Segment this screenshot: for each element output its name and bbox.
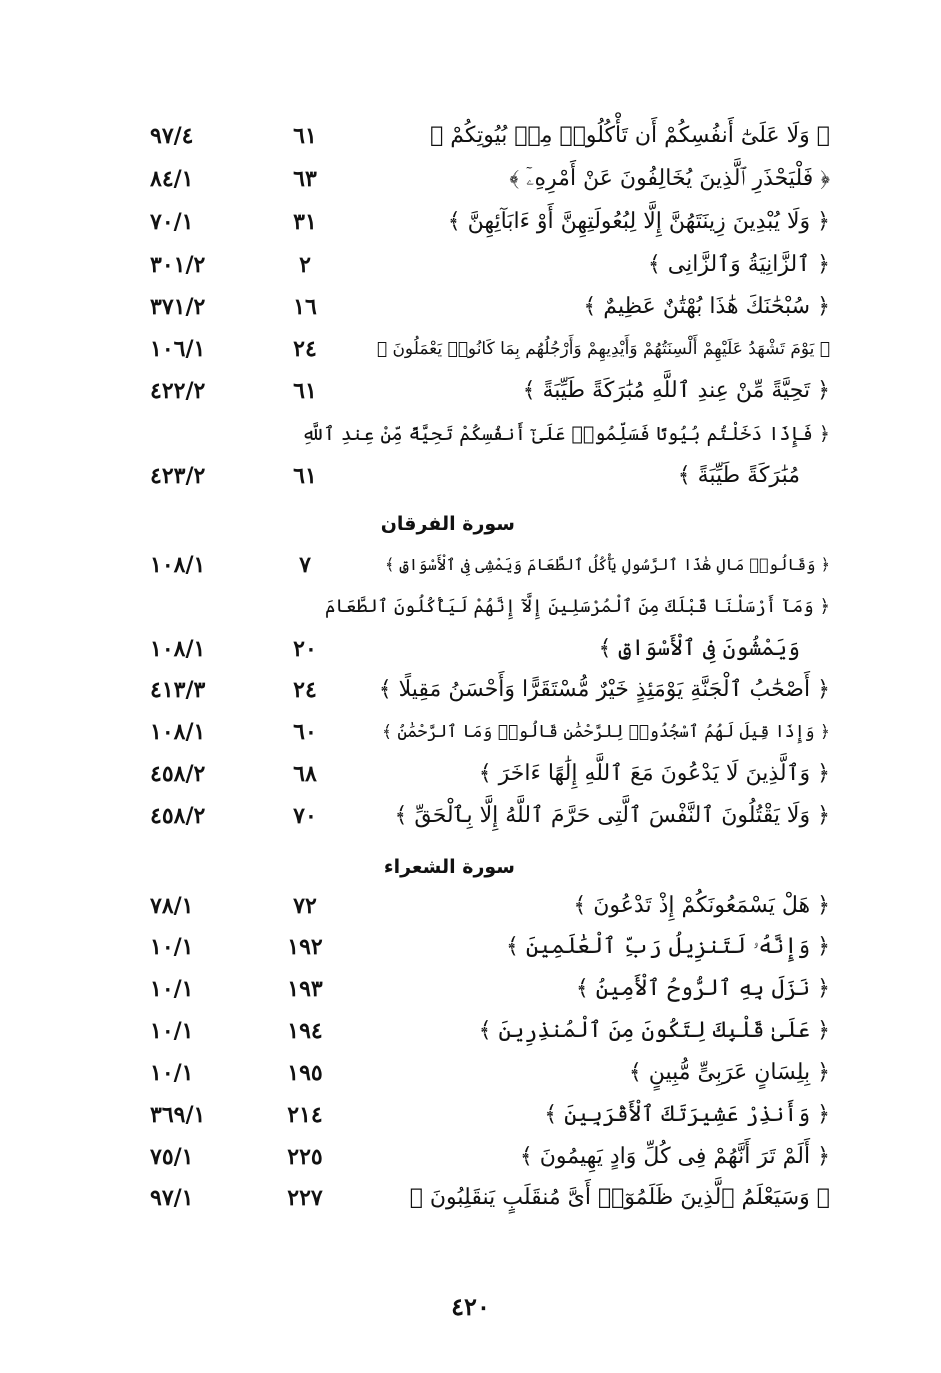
verse-line-2: مُبَٰرَكَةً طَيِّبَةً ﴾ — [677, 463, 800, 488]
ayah-number: ١٩٣ — [287, 976, 323, 1002]
index-entry — [150, 245, 830, 285]
verse-text: ﴿ وَإِنَّهُۥ لَتَنزِيلُ رَبِّ ٱلْعَٰلَمِينَ ﴾ — [505, 934, 830, 959]
page-reference: ٩٧/١ — [150, 1185, 194, 1211]
verse-text: ﴿ نَزَلَ بِهِ ٱلرُّوحُ ٱلْأَمِينُ ﴾ — [575, 976, 830, 1001]
index-entry — [150, 927, 830, 967]
ayah-number: ٦١ — [293, 463, 317, 489]
page-reference: ١٠/١ — [150, 934, 194, 960]
ayah-number: ٣١ — [293, 209, 317, 235]
page-reference: ١٠/١ — [150, 1018, 194, 1044]
ayah-number: ٧٢ — [293, 893, 317, 919]
page-number: ٤٢٠ — [451, 1292, 490, 1321]
index-entry — [150, 629, 830, 669]
page-reference: ٤٥٨/٢ — [150, 803, 206, 829]
verse-line-1: ﴿ وَمَآ أَرْسَلْنَا قَبْلَكَ مِنَ ٱلْمُرْسَلِينَ إِلَّآ إِنَّهُمْ لَيَأْكُلُونَ ٱلطَّعَامَ — [324, 596, 830, 617]
verse-text: ﴿ سُبْحَٰنَكَ هَٰذَا بُهْتَٰنٌ عَظِيمٌ ﴾ — [583, 294, 830, 319]
index-entry — [150, 1095, 830, 1135]
ayah-number: ١٩٥ — [287, 1060, 323, 1086]
ayah-number: ٦١ — [293, 123, 317, 149]
page-reference: ١٠/١ — [150, 976, 194, 1002]
page-reference: ١٠٨/١ — [150, 719, 206, 745]
index-entry — [150, 670, 830, 710]
verse-text: ﴿ هَلْ يَسْمَعُونَكُمْ إِذْ تَدْعُونَ ﴾ — [573, 893, 830, 918]
index-entry — [150, 545, 830, 585]
ayah-number: ٦٨ — [293, 761, 317, 787]
index-entry — [150, 371, 830, 411]
verse-line-1: ﴿ فَإِذَا دَخَلْتُم بُيُوتًا فَسَلِّمُوا۟ عَلَىٰٓ أَنفُسِكُمْ تَحِيَّةً مِّنْ عِندِ ٱللَّهِ — [301, 423, 830, 445]
verse-text: ﴿ ٱلزَّانِيَةُ وَٱلزَّانِى ﴾ — [647, 252, 830, 277]
index-entry — [150, 969, 830, 1009]
verse-line-2: وَيَمْشُونَ فِى ٱلْأَسْوَاقِ ﴾ — [598, 636, 800, 661]
index-entry — [150, 456, 830, 496]
page-reference: ٤٥٨/٢ — [150, 761, 206, 787]
index-entry — [150, 287, 830, 327]
page-reference: ٧٠/١ — [150, 209, 194, 235]
page-reference: ١٠٨/١ — [150, 552, 206, 578]
index-entry — [150, 754, 830, 794]
ayah-number: ١٩٢ — [287, 934, 323, 960]
page-reference: ١٠٦/١ — [150, 336, 206, 362]
ayah-number: ٢ — [299, 252, 311, 278]
page-reference: ٣٧١/٢ — [150, 294, 206, 320]
page-reference: ١٠/١ — [150, 1060, 194, 1086]
index-entry — [150, 712, 830, 752]
ayah-number: ٢٠ — [293, 636, 317, 662]
ayah-number: ٢٤ — [293, 336, 317, 362]
verse-text: ﴿ وَلَا عَلَىٰٓ أَنفُسِكُمْ أَن تَأْكُلُوا۟ مِنۢ بُيُوتِكُمْ ﴾ — [430, 123, 830, 148]
verse-text: ﴿ وَقَالُوا۟ مَالِ هَٰذَا ٱلرَّسُولِ يَأْكُلُ ٱلطَّعَامَ وَيَمْشِى فِى ٱلْأَسْوَاقِ ﴾ — [384, 555, 830, 574]
page-reference: ٧٨/١ — [150, 893, 194, 919]
verse-text: ﴿ وَإِذَا قِيلَ لَهُمُ ٱسْجُدُوا۟ لِلرَّحْمَٰنِ قَالُوا۟ وَمَا ٱلرَّحْمَٰنُ ﴾ — [381, 722, 830, 742]
ayah-number: ٦٠ — [293, 719, 317, 745]
ayah-number: ١٩٤ — [287, 1018, 323, 1044]
ayah-number: ٦٣ — [293, 166, 317, 192]
surah-heading-furqan: سورة الفرقان — [380, 513, 515, 535]
ayah-number: ٢٤ — [293, 677, 317, 703]
index-entry — [150, 1011, 830, 1051]
page-reference: ٩٧/٤ — [150, 123, 194, 149]
ayah-number: ٢٢٥ — [287, 1144, 323, 1170]
verse-text: ﴿ بِلِسَانٍ عَرَبِىٍّ مُّبِينٍ ﴾ — [628, 1060, 830, 1085]
verse-text: ﴿ تَحِيَّةً مِّنْ عِندِ ٱللَّهِ مُبَٰرَكَةً طَيِّبَةً ﴾ — [522, 378, 830, 403]
index-entry — [150, 886, 830, 926]
verse-text: ﴿ وَلَا يَقْتُلُونَ ٱلنَّفْسَ ٱلَّتِى حَرَّمَ ٱللَّهُ إِلَّا بِٱلْحَقِّ ﴾ — [394, 803, 830, 828]
verse-text: ﴿ وَلَا يُبْدِينَ زِينَتَهُنَّ إِلَّا لِبُعُولَتِهِنَّ أَوْ ءَابَآئِهِنَّ ﴾ — [447, 209, 830, 234]
page-reference: ٣٠١/٢ — [150, 252, 206, 278]
page-reference: ٤١٣/٣ — [150, 677, 206, 703]
page-reference: ٤٢٣/٢ — [150, 463, 206, 489]
index-entry — [150, 202, 830, 242]
surah-heading-shuara: سورة الشعراء — [383, 856, 515, 878]
verse-text: ﴿ وَسَيَعْلَمُ ٱلَّذِينَ ظَلَمُوٓا۟ أَىَّ مُنقَلَبٍ يَنقَلِبُونَ ﴾ — [409, 1185, 830, 1210]
page-reference: ٧٥/١ — [150, 1144, 194, 1170]
ayah-number: ٢١٤ — [287, 1102, 323, 1128]
index-entry — [150, 159, 830, 199]
index-entry — [150, 1178, 830, 1218]
ayah-number: ١٦ — [293, 294, 317, 320]
page-reference: ٣٦٩/١ — [150, 1102, 206, 1128]
index-entry — [150, 329, 830, 369]
verse-text: ﴿ وَٱلَّذِينَ لَا يَدْعُونَ مَعَ ٱللَّهِ إِلَٰهًا ءَاخَرَ ﴾ — [478, 761, 830, 786]
index-entry — [150, 1053, 830, 1093]
ayah-number: ٦١ — [293, 378, 317, 404]
index-entry — [150, 1137, 830, 1177]
verse-text: ﴿ أَلَمْ تَرَ أَنَّهُمْ فِى كُلِّ وَادٍ يَهِيمُونَ ﴾ — [519, 1144, 830, 1169]
page-reference: ٨٤/١ — [150, 166, 194, 192]
page-reference: ١٠٨/١ — [150, 636, 206, 662]
ayah-number: ٧٠ — [293, 803, 317, 829]
verse-text: ﴿ فَلْيَحْذَرِ ٱلَّذِينَ يُخَالِفُونَ عَنْ أَمْرِهِۦٓ ﴾ — [509, 166, 830, 191]
ayah-number: ٧ — [299, 552, 311, 578]
index-entry — [150, 116, 830, 156]
index-entry — [150, 796, 830, 836]
page-reference: ٤٢٢/٢ — [150, 378, 206, 404]
verse-text: ﴿ وَأَنذِرْ عَشِيرَتَكَ ٱلْأَقْرَبِينَ ﴾ — [544, 1102, 830, 1127]
ayah-number: ٢٢٧ — [287, 1185, 323, 1211]
verse-text: ﴿ أَصْحَٰبُ ٱلْجَنَّةِ يَوْمَئِذٍ خَيْرٌ مُّسْتَقَرًّا وَأَحْسَنُ مَقِيلًا ﴾ — [378, 677, 830, 702]
verse-text: ﴿ يَوْمَ تَشْهَدُ عَلَيْهِمْ أَلْسِنَتُهُمْ وَأَيْدِيهِمْ وَأَرْجُلُهُم بِمَا كَانُوا۟ يَعْمَلُونَ ﴾ — [376, 339, 830, 359]
verse-text: ﴿ عَلَىٰ قَلْبِكَ لِتَكُونَ مِنَ ٱلْمُنذِرِينَ ﴾ — [478, 1018, 830, 1043]
